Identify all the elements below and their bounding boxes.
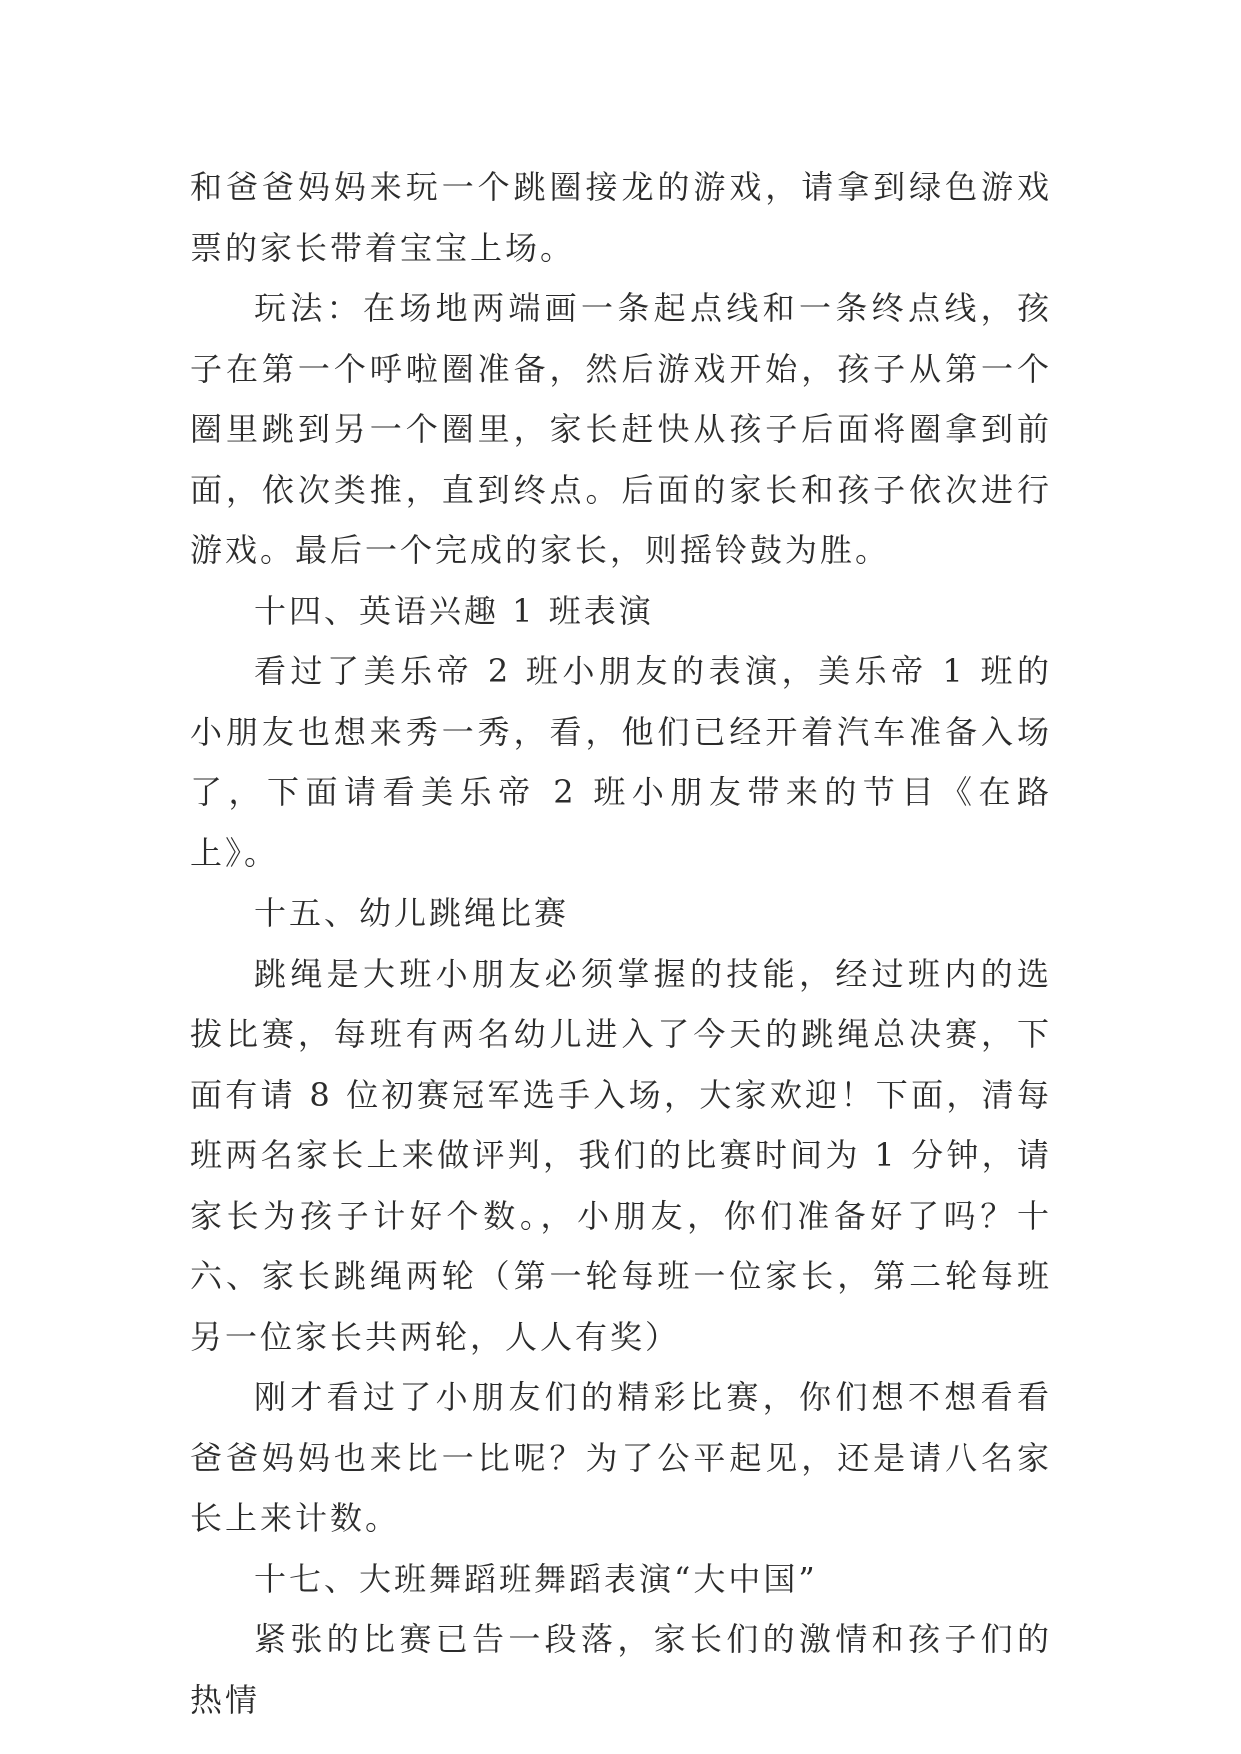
heading-section-17: 十七、大班舞蹈班舞蹈表演“大中国” — [254, 1559, 818, 1598]
paragraph-section-17: 紧张的比赛已告一段落，家长们的激情和孩子们的热情 — [190, 1620, 1052, 1719]
paragraph-parents-rope: 刚才看过了小朋友们的精彩比赛，你们想不想看看爸爸妈妈也来比一比呢？为了公平起见，还是请八名家长上来计数。 — [190, 1378, 1052, 1537]
paragraph-game-intro: 和爸爸妈妈来玩一个跳圈接龙的游戏，请拿到绿色游戏票的家长带着宝宝上场。 — [190, 168, 1052, 267]
paragraph-game-rules: 玩法：在场地两端画一条起点线和一条终点线，孩子在第一个呼啦圈准备，然后游戏开始，孩子从第一个圈里跳到另一个圈里，家长赶快从孩子后面将圈拿到前面，依次类推，直到终点。后面的家长和孩子依次进行游戏。最后一个完成的家长，则摇铃鼓为胜。 — [190, 289, 1052, 569]
paragraph-section-14: 看过了美乐帝 2 班小朋友的表演，美乐帝 1 班的小朋友也想来秀一秀，看，他们已经开着汽车准备入场了，下面请看美乐帝 2 班小朋友带来的节目《在路上》。 — [190, 652, 1052, 872]
document-body — [190, 157, 1052, 1730]
heading-section-14: 十四、英语兴趣 1 班表演 — [254, 591, 654, 630]
heading-section-15: 十五、幼儿跳绳比赛 — [254, 894, 570, 932]
paragraph-section-15: 跳绳是大班小朋友必须掌握的技能，经过班内的选拔比赛，每班有两名幼儿进入了今天的跳绳总决赛，下面有请 8 位初赛冠军选手入场，大家欢迎！下面，清每班两名家长上来做评判，我们的比赛时间为 1 分钟，请家长为孩子计好个数。，小朋友，你们准备好了吗？十六、家长跳绳两轮（第一轮每班一位家长，第二轮每班另一位家长共两轮，人人有奖） — [190, 954, 1052, 1356]
